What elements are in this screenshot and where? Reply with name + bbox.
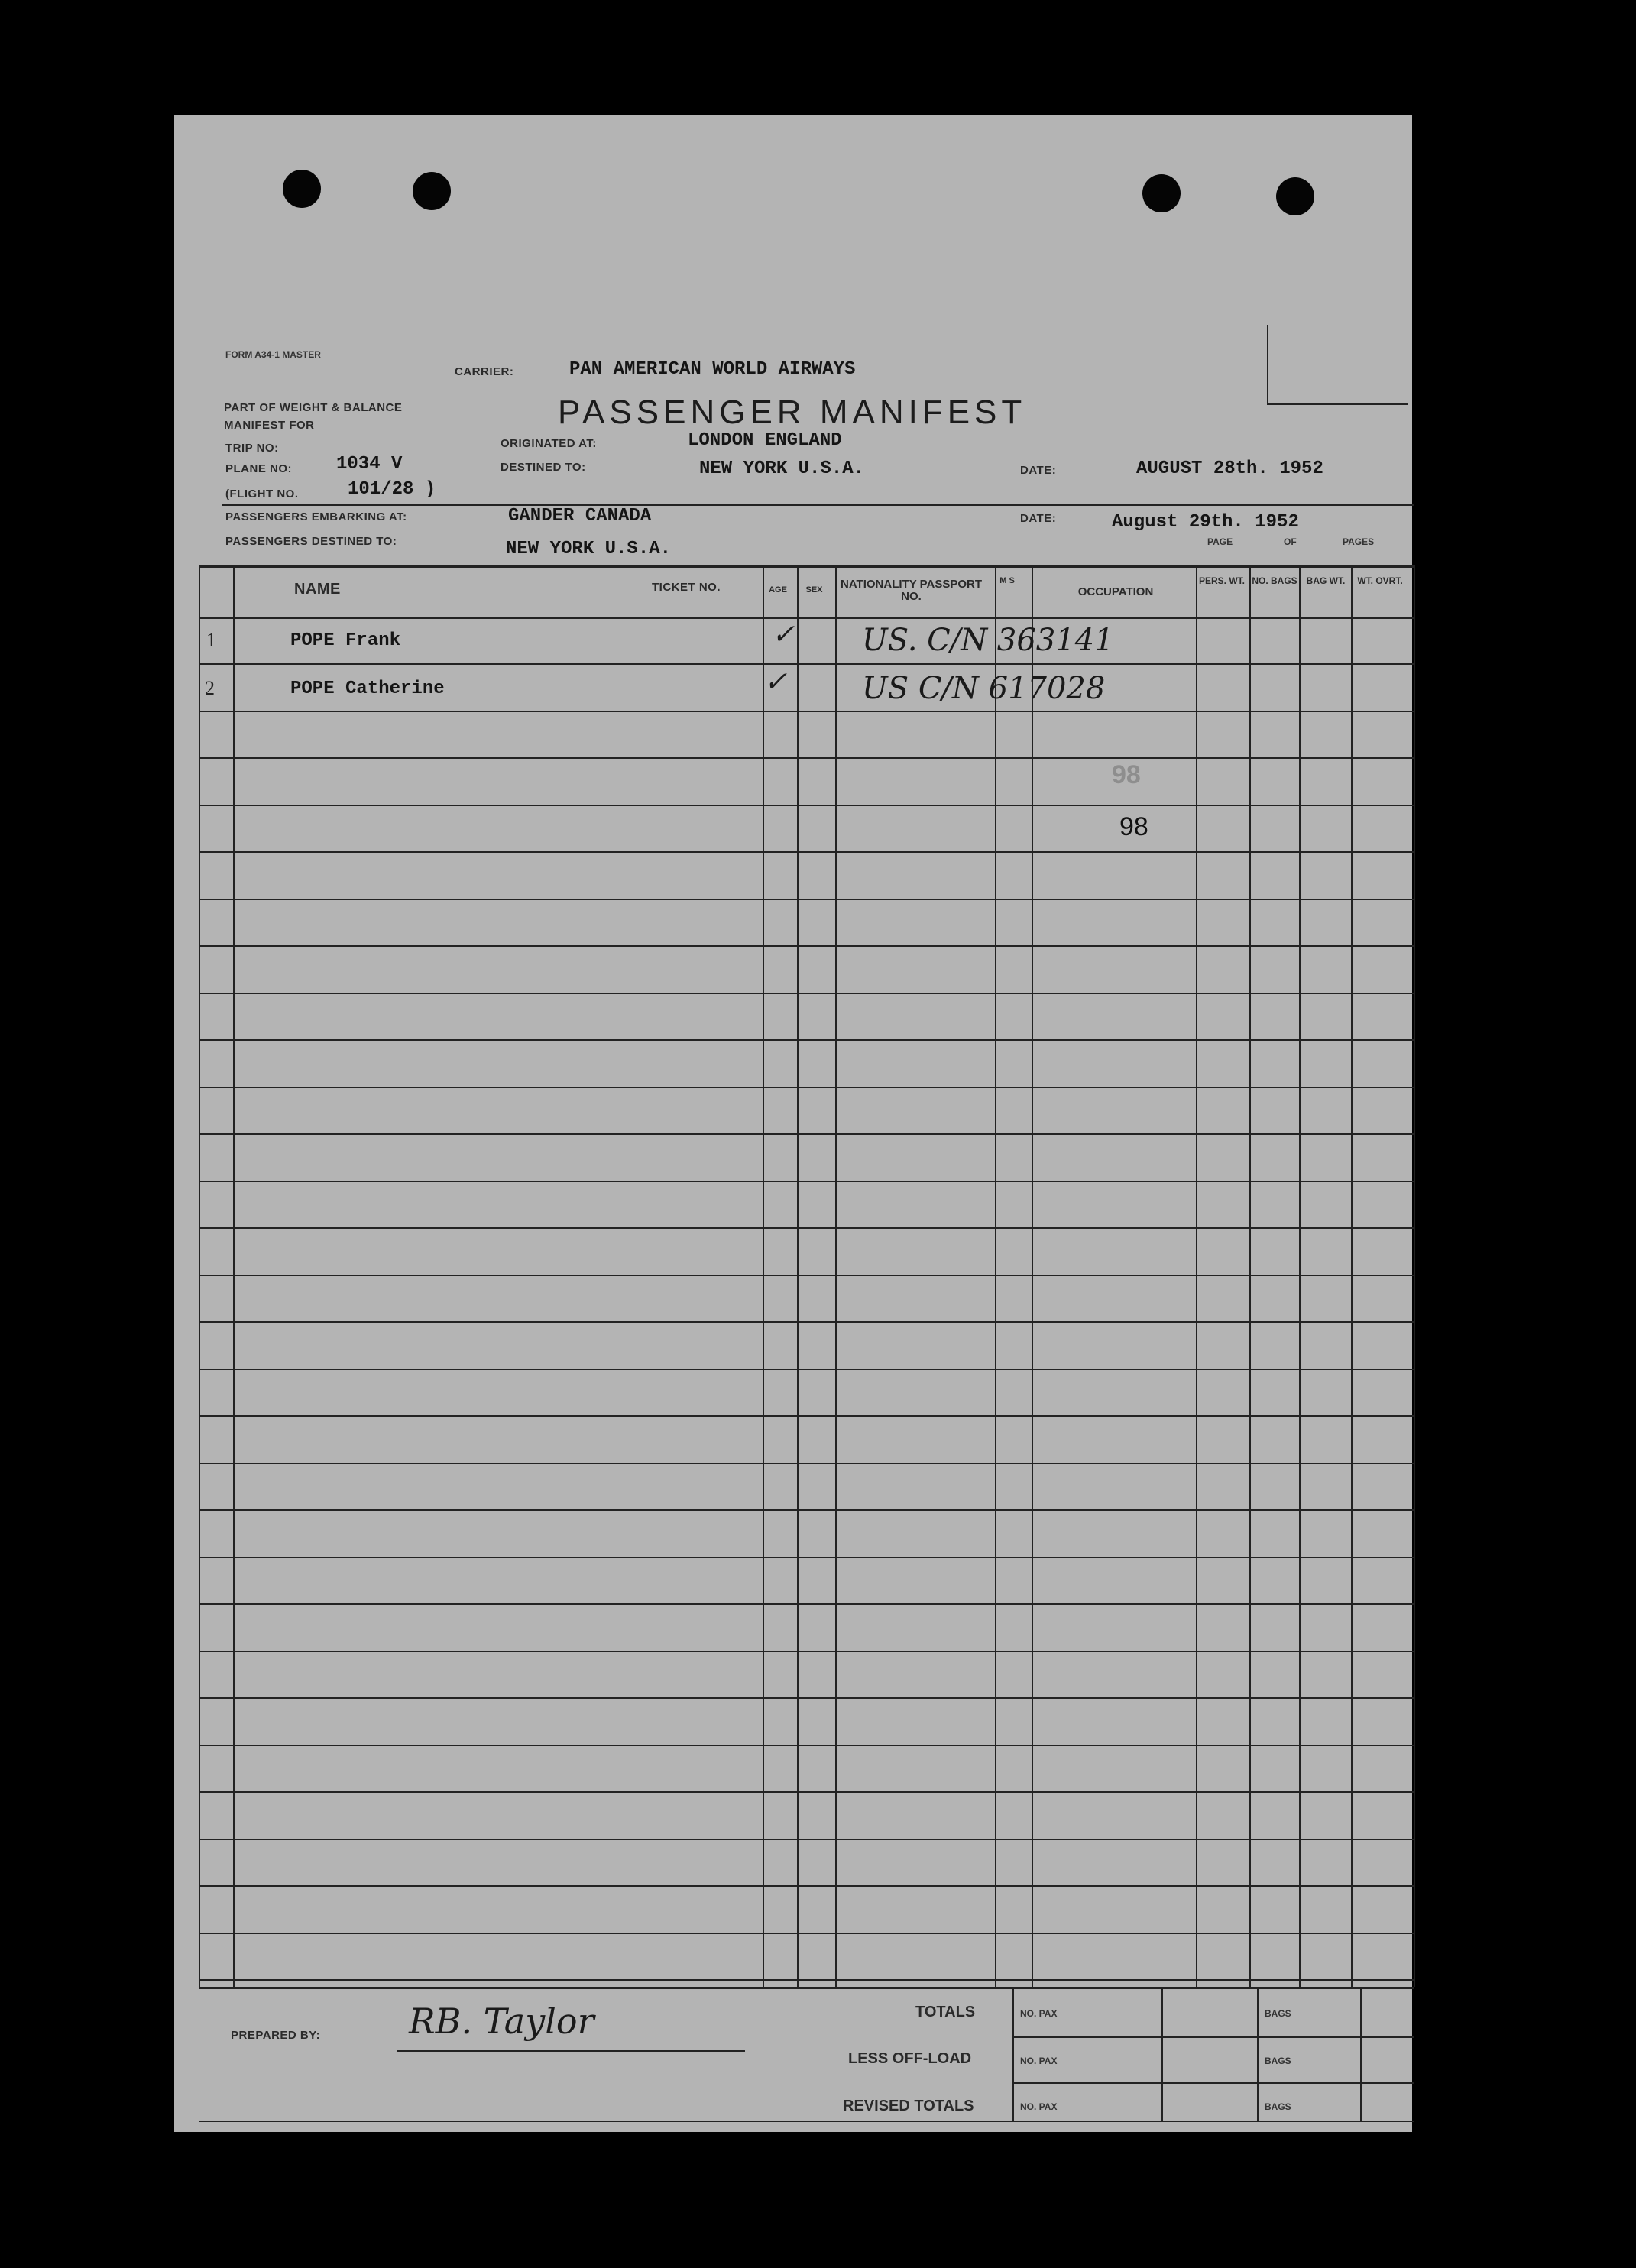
grid-line (199, 1039, 1414, 1041)
col-occupation: OCCUPATION (1077, 585, 1154, 598)
grid-line (199, 1227, 1414, 1229)
carrier-value: PAN AMERICAN WORLD AIRWAYS (569, 359, 856, 380)
originated-value: LONDON ENGLAND (688, 430, 842, 451)
col-name: NAME (294, 581, 341, 598)
grid-line (1414, 565, 1415, 1987)
grid-line (199, 1509, 1414, 1511)
grid-line (199, 1087, 1414, 1088)
grid-line (199, 1275, 1414, 1276)
form-number: FORM A34-1 MASTER (225, 349, 321, 360)
grid-line (199, 1181, 1414, 1182)
grid-line (1249, 565, 1251, 1987)
grid-line (199, 565, 1414, 568)
page-stamp-faint: 98 (1112, 760, 1141, 789)
of-label: OF (1284, 536, 1297, 547)
no-pax-label: NO. PAX (1020, 2008, 1058, 2019)
grid-line (233, 565, 235, 1987)
col-no-bags: NO. BAGS (1252, 575, 1297, 586)
grid-line (199, 711, 1414, 712)
grid-line (199, 2121, 1414, 2122)
passenger-name: POPE Frank (290, 630, 401, 651)
grid-line (1299, 565, 1301, 1987)
age-checkmark: ✓ (764, 666, 788, 698)
grid-line (199, 663, 1414, 665)
row-number: 2 (205, 677, 215, 699)
grid-line (1360, 1989, 1362, 2121)
col-pers-wt: PERS. WT. (1198, 575, 1245, 586)
punch-hole (283, 170, 321, 208)
punch-hole (1276, 177, 1314, 215)
passengers-destined-label: PASSENGERS DESTINED TO: (225, 535, 397, 548)
grid-line (199, 1885, 1414, 1887)
grid-line (1032, 565, 1033, 1987)
grid-line (763, 565, 764, 1987)
grid-line (199, 1697, 1414, 1699)
bags-label: BAGS (1265, 2101, 1291, 2112)
grid-line (199, 1603, 1414, 1605)
signature: RB. Taylor (409, 2001, 594, 2042)
grid-line (199, 851, 1414, 853)
row-number: 1 (206, 629, 216, 651)
page-label: PAGE (1207, 536, 1233, 547)
grid-line (199, 1651, 1414, 1652)
bags-label: BAGS (1265, 2056, 1291, 2066)
page-stamp: 98 (1119, 812, 1148, 841)
col-sex: SEX (805, 585, 823, 595)
age-checkmark: ✓ (772, 619, 795, 650)
grid-line (1012, 1989, 1014, 2121)
grid-line (995, 565, 996, 1987)
grid-line (199, 1979, 1414, 1981)
pages-label: PAGES (1343, 536, 1375, 547)
date-label: DATE: (1020, 464, 1057, 477)
embarking-label: PASSENGERS EMBARKING AT: (225, 510, 407, 523)
col-age: AGE (769, 585, 787, 595)
grid-line (199, 993, 1414, 994)
col-bag-wt: BAG WT. (1306, 575, 1346, 586)
col-nationality: NATIONALITY PASSPORT NO. (841, 578, 983, 603)
punch-hole (1142, 174, 1181, 212)
grid-line (1161, 1989, 1163, 2121)
grid-line (199, 1745, 1414, 1746)
destined-value: NEW YORK U.S.A. (699, 458, 865, 479)
grid-line (199, 1933, 1414, 1934)
grid-line (1012, 2036, 1414, 2038)
grid-line (199, 1791, 1414, 1793)
col-ticket: TICKET NO. (652, 581, 721, 594)
originated-label: ORIGINATED AT: (501, 437, 597, 450)
grid-line (199, 899, 1414, 900)
no-pax-label: NO. PAX (1020, 2101, 1058, 2112)
date-value: AUGUST 28th. 1952 (1136, 458, 1323, 479)
corner-mark (1267, 325, 1268, 405)
grid-line (1012, 2082, 1414, 2084)
bags-label: BAGS (1265, 2008, 1291, 2019)
signature-line (397, 2050, 745, 2052)
manifest-for-label: MANIFEST FOR (224, 419, 315, 432)
embarking-value: GANDER CANADA (508, 506, 652, 526)
grid-line (199, 757, 1414, 759)
punch-hole (413, 172, 451, 210)
grid-line (199, 1369, 1414, 1370)
date2-value: August 29th. 1952 (1112, 512, 1299, 533)
passengers-destined-value: NEW YORK U.S.A. (506, 539, 672, 559)
totals-label: TOTALS (915, 2004, 976, 2020)
grid-line (199, 1839, 1414, 1840)
no-pax-label: NO. PAX (1020, 2056, 1058, 2066)
flight-no-value: 101/28 ) (348, 479, 436, 500)
passenger-name: POPE Catherine (290, 679, 445, 699)
grid-line (835, 565, 837, 1987)
grid-line (199, 1463, 1414, 1464)
grid-line (199, 805, 1414, 806)
nationality-passport: US C/N 617028 (862, 671, 1106, 706)
grid-line (1196, 565, 1197, 1987)
plane-no-value: 1034 V (336, 454, 403, 475)
date2-label: DATE: (1020, 512, 1057, 525)
grid-line (199, 1557, 1414, 1558)
revised-totals-label: REVISED TOTALS (843, 2098, 974, 2114)
plane-no-label: PLANE NO: (225, 462, 292, 475)
page-title: PASSENGER MANIFEST (558, 394, 1027, 431)
trip-no-label: TRIP NO: (225, 442, 279, 455)
col-ms: M S (999, 576, 1015, 585)
grid-line (199, 565, 200, 1987)
col-wt-ovrt: WT. OVRT. (1357, 575, 1403, 586)
divider (222, 504, 1414, 506)
less-offload-label: LESS OFF-LOAD (848, 2050, 972, 2067)
grid-line (199, 617, 1414, 619)
nationality-passport: US. C/N 363141 (862, 623, 1114, 658)
grid-line (1257, 1989, 1259, 2121)
grid-line (797, 565, 799, 1987)
grid-line (199, 1133, 1414, 1135)
grid-line (199, 1987, 1414, 1989)
carrier-label: CARRIER: (455, 365, 514, 378)
prepared-by-label: PREPARED BY: (231, 2029, 321, 2042)
part-of-label: PART OF WEIGHT & BALANCE (224, 401, 403, 414)
grid-line (199, 945, 1414, 947)
corner-mark (1267, 403, 1408, 405)
grid-line (199, 1321, 1414, 1323)
grid-line (199, 1415, 1414, 1417)
destined-label: DESTINED TO: (501, 461, 586, 474)
grid-line (1351, 565, 1353, 1987)
flight-no-label: (FLIGHT NO. (225, 488, 299, 501)
